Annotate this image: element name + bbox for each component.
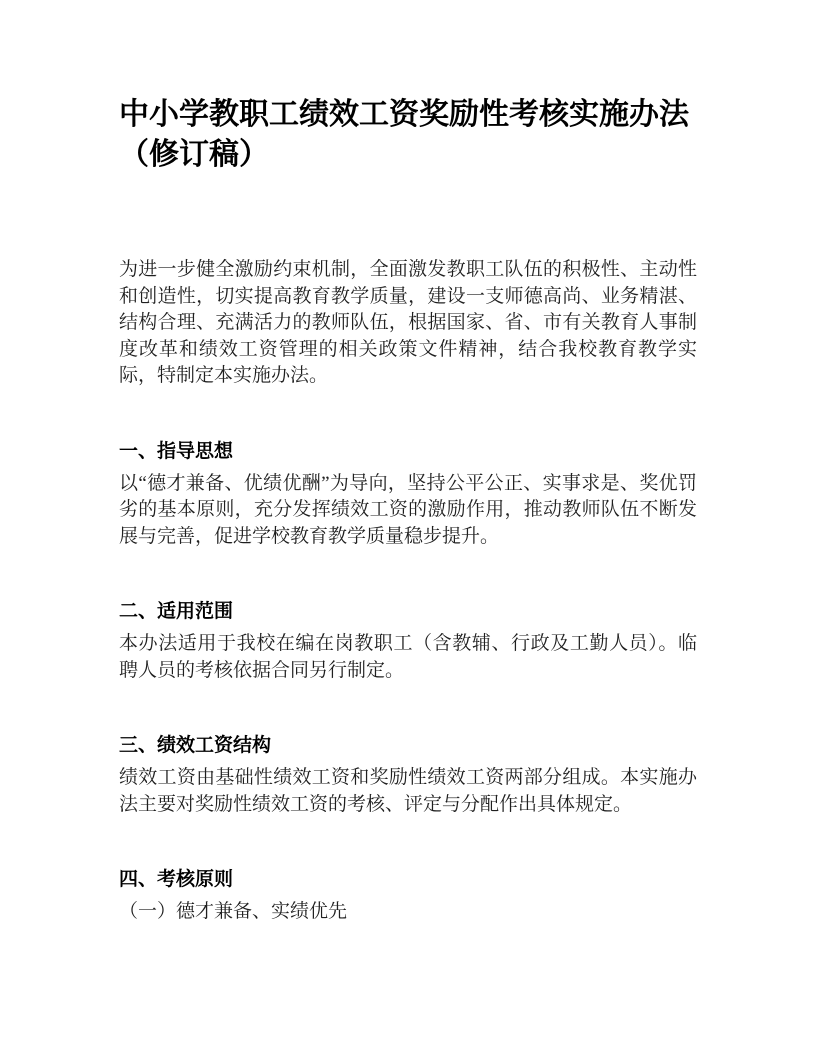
section-heading-assessment-principles: 四、考核原则 bbox=[119, 869, 234, 890]
section-body-scope: 本办法适用于我校在编在岗教职工（含教辅、行政及工勤人员）。临聘人员的考核依据合同另行制定。 bbox=[119, 633, 697, 681]
section-heading-scope: 二、适用范围 bbox=[119, 601, 234, 622]
section-body-guiding-thought: 以“德才兼备、优绩优酬”为导向，坚持公平公正、实事求是、奖优罚劣的基本原则，充分发挥绩效工资的激励作用，推动教师队伍不断发展与完善，促进学校教育教学质量稳步提升。 bbox=[119, 472, 697, 547]
section-body-assessment-principles: （一）德才兼备、实绩优先 bbox=[119, 901, 348, 922]
document-title: 中小学教职工绩效工资奖励性考核实施办法（修订稿） bbox=[119, 98, 689, 171]
section-body-salary-structure: 绩效工资由基础性绩效工资和奖励性绩效工资两部分组成。本实施办法主要对奖励性绩效工资的考核、评定与分配作出具体规定。 bbox=[119, 767, 697, 815]
section-heading-salary-structure: 三、绩效工资结构 bbox=[119, 735, 272, 756]
intro-paragraph: 为进一步健全激励约束机制，全面激发教职工队伍的积极性、主动性和创造性，切实提高教育教学质量，建设一支师德高尚、业务精湛、结构合理、充满活力的教师队伍，根据国家、省、市有关教育人事制度改革和绩效工资管理的相关政策文件精神，结合我校教育教学实际，特制定本实施办法。 bbox=[119, 259, 697, 386]
section-heading-guiding-thought: 一、指导思想 bbox=[119, 440, 234, 462]
